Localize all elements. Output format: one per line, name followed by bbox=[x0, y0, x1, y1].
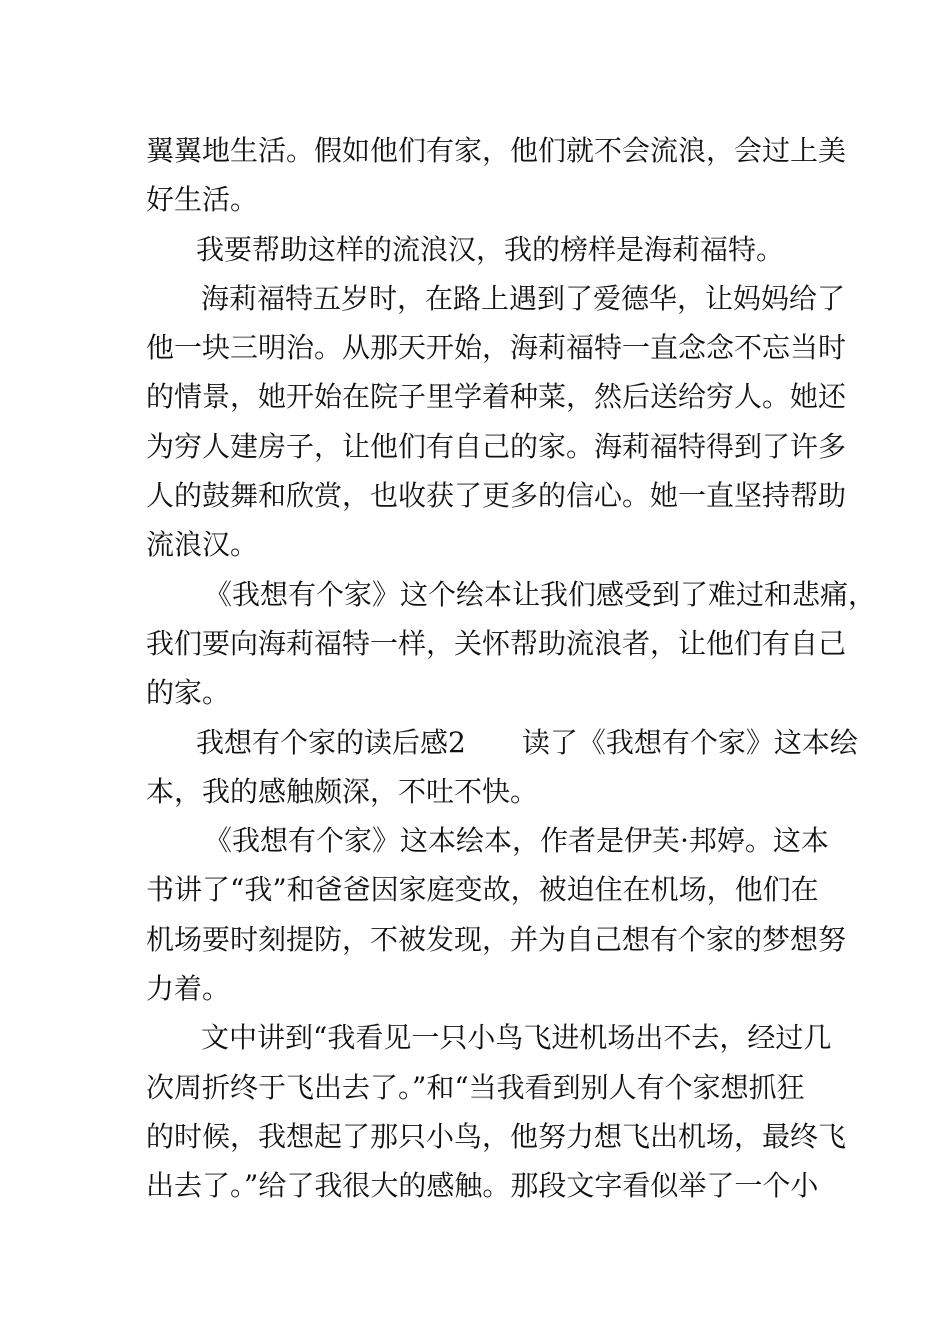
text-line: 《我想有个家》这本绘本，作者是伊芙·邦婷。这本 bbox=[204, 824, 829, 858]
text-line: 为穷人建房子，让他们有自己的家。海莉福特得到了许多 bbox=[146, 429, 847, 463]
text-line: 我想有个家的读后感2 读了《我想有个家》这本绘 bbox=[196, 725, 858, 759]
body-text bbox=[146, 126, 877, 1211]
text-line: 他一块三明治。从那天开始，海莉福特一直念念不忘当时 bbox=[146, 331, 847, 365]
text-line: 人的鼓舞和欣赏，也收获了更多的信心。她一直坚持帮助 bbox=[146, 479, 847, 513]
text-line: 流浪汉。 bbox=[146, 528, 259, 562]
text-line: 好生活。 bbox=[146, 183, 259, 217]
text-line: 我们要向海莉福特一样，关怀帮助流浪者，让他们有自己 bbox=[146, 626, 847, 660]
text-line: 力着。 bbox=[146, 972, 231, 1006]
text-line: 海莉福特五岁时，在路上遇到了爱德华，让妈妈给了 bbox=[201, 281, 846, 315]
text-line: 的时候，我想起了那只小鸟，他努力想飞出机场，最终飞 bbox=[146, 1119, 847, 1153]
text-line: 次周折终于飞出去了。”和“当我看到别人有个家想抓狂 bbox=[146, 1070, 805, 1104]
text-line: 机场要时刻提防，不被发现，并为自己想有个家的梦想努 bbox=[146, 922, 847, 956]
text-line: 出去了。”给了我很大的感触。那段文字看似举了一个小 bbox=[146, 1169, 819, 1203]
text-line: 的家。 bbox=[146, 676, 231, 710]
text-line: 的情景，她开始在院子里学着种菜，然后送给穷人。她还 bbox=[146, 380, 847, 414]
text-line: 我要帮助这样的流浪汉，我的榜样是海莉福特。 bbox=[196, 232, 785, 266]
text-line: 书讲了“我”和爸爸因家庭变故，被迫住在机场，他们在 bbox=[146, 873, 819, 907]
text-line: 本，我的感触颇深，不吐不快。 bbox=[146, 774, 539, 808]
text-line: 翼翼地生活。假如他们有家，他们就不会流浪，会过上美 bbox=[146, 134, 847, 167]
text-line: 《我想有个家》这个绘本让我们感受到了难过和悲痛， bbox=[204, 577, 877, 611]
text-line: 文中讲到“我看见一只小鸟飞进机场出不去，经过几 bbox=[201, 1021, 832, 1055]
